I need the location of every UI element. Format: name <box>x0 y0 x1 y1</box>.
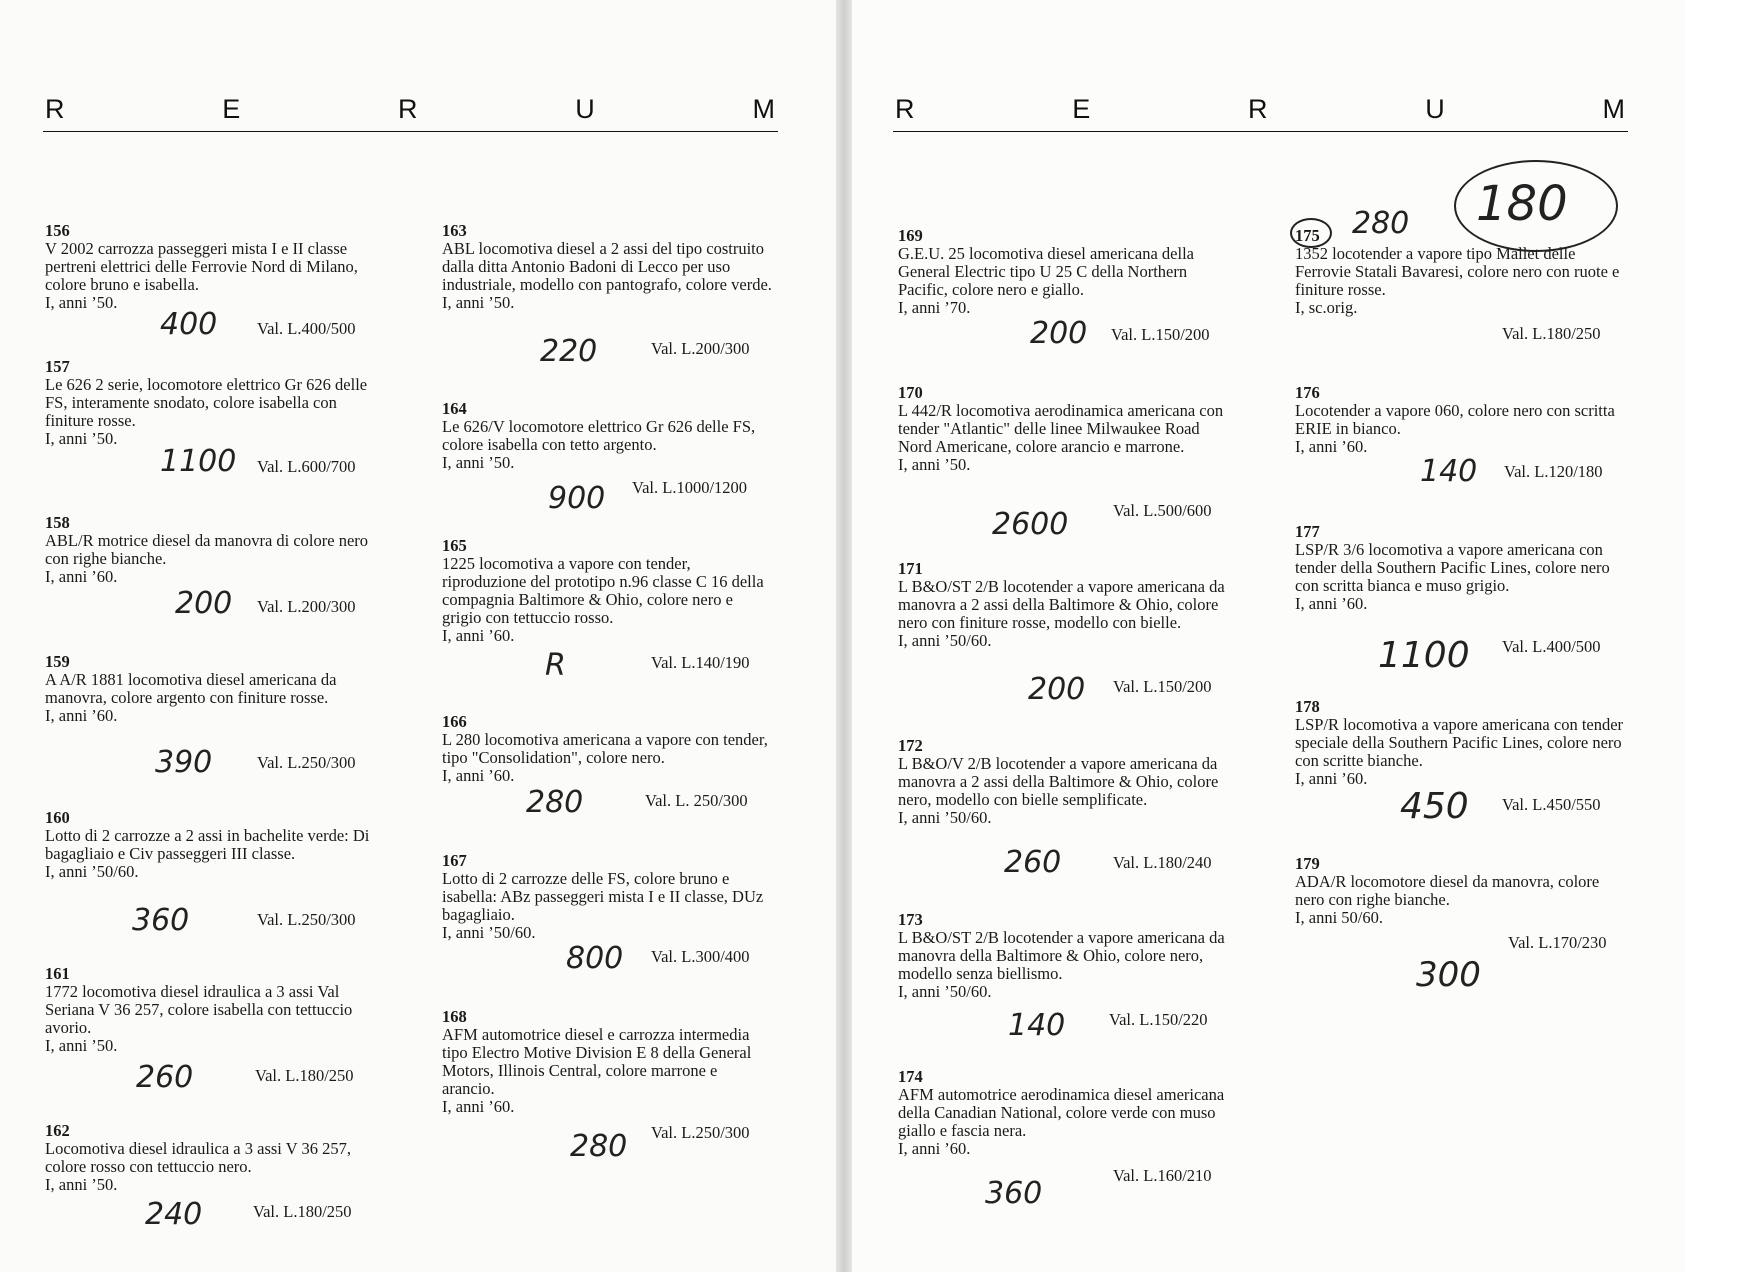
lot-number: 171 <box>898 559 923 578</box>
lot-valuation: Val. L.450/550 <box>1502 795 1601 814</box>
lot-158 <box>45 514 377 586</box>
header-letter: U <box>1425 94 1445 124</box>
lot-valuation: Val. L.150/200 <box>1111 325 1210 344</box>
lot-meta: I, anni ’50/60. <box>898 808 992 827</box>
handwritten-price: 280 <box>1352 206 1410 241</box>
header-letter: U <box>575 94 595 124</box>
lot-159 <box>45 653 377 725</box>
lot-meta: I, sc.orig. <box>1295 298 1358 317</box>
handwritten-price: 220 <box>540 334 598 369</box>
header-letter: R <box>1247 94 1268 124</box>
lot-number: 163 <box>442 221 467 240</box>
handwritten-price: 800 <box>566 941 624 976</box>
lot-description: L 442/R locomotiva aerodinamica americana con tender "Atlantic" delle linee Milwaukee Road Nord Americane, colore arancio e marrone. <box>898 401 1224 456</box>
lot-description: L B&O/ST 2/B locotender a vapore americana da manovra a 2 assi della Baltimore & Ohio, colore nero con finiture rosse, modello con bielle. <box>898 577 1225 632</box>
book-spine <box>836 0 852 1272</box>
lot-meta: I, anni ’60. <box>1295 437 1368 456</box>
lot-valuation: Val. L.180/250 <box>253 1202 352 1221</box>
lot-meta: I, anni ’50. <box>45 1175 118 1194</box>
lot-number: 156 <box>45 221 70 240</box>
lot-meta: I, anni ’50/60. <box>898 631 992 650</box>
lot-meta: I, anni ’50/60. <box>898 982 992 1001</box>
lot-161 <box>45 965 377 1055</box>
lot-valuation: Val. L.600/700 <box>257 457 356 476</box>
lot-number: 168 <box>442 1007 467 1026</box>
right-header-rule <box>893 131 1628 132</box>
lot-meta: I, anni ’70. <box>898 298 971 317</box>
left-page-header <box>45 94 775 125</box>
lot-description: LSP/R locomotiva a vapore americana con tender speciale della Southern Pacific Lines, colore nero con scritte bianche. <box>1295 715 1624 770</box>
lot-description: ADA/R locomotore diesel da manovra, colore nero con righe bianche. <box>1295 872 1600 909</box>
lot-162 <box>45 1122 377 1194</box>
handwritten-price: 280 <box>570 1129 628 1164</box>
lot-168 <box>442 1008 774 1116</box>
lot-meta: I, anni ’60. <box>898 1139 971 1158</box>
handwritten-price: 2600 <box>992 507 1069 542</box>
lot-number: 176 <box>1295 383 1320 402</box>
lot-number: 169 <box>898 226 923 245</box>
lot-174 <box>898 1068 1233 1158</box>
lot-valuation: Val. L.200/300 <box>257 597 356 616</box>
handwritten-price: 1100 <box>1378 635 1470 676</box>
handwritten-price: 300 <box>1416 955 1481 995</box>
lot-description: LSP/R 3/6 locomotiva a vapore americana con tender della Southern Pacific Lines, colore nero con scritta bianca e muso grigio. <box>1295 540 1610 595</box>
header-letter: R <box>895 94 915 124</box>
lot-179 <box>1295 855 1630 927</box>
lot-valuation: Val. L.140/190 <box>651 653 750 672</box>
lot-173 <box>898 911 1233 1001</box>
lot-description: G.E.U. 25 locomotiva diesel americana della General Electric tipo U 25 C della Northern Pacific, colore nero e giallo. <box>898 244 1194 299</box>
lot-description: AFM automotrice diesel e carrozza intermedia tipo Electro Motive Division E 8 della General Motors, Illinois Central, colore marrone e arancio. <box>442 1025 752 1098</box>
lot-meta: I, anni ’50. <box>442 453 515 472</box>
lot-description: Lotto di 2 carrozze a 2 assi in bachelite verde: Di bagagliaio e Civ passeggeri III classe. <box>45 826 370 863</box>
lot-valuation: Val. L.120/180 <box>1504 462 1603 481</box>
handwritten-price: 200 <box>175 586 233 621</box>
lot-number: 175 <box>1295 226 1320 245</box>
header-letter: M <box>752 94 775 124</box>
lot-valuation: Val. L.200/300 <box>651 339 750 358</box>
lot-number: 162 <box>45 1121 70 1140</box>
lot-156 <box>45 222 377 312</box>
lot-meta: I, anni ’60. <box>442 766 515 785</box>
lot-170 <box>898 384 1233 474</box>
lot-meta: I, anni ’50. <box>442 293 515 312</box>
lot-valuation: Val. L.150/200 <box>1113 677 1212 696</box>
lot-176 <box>1295 384 1630 456</box>
lot-meta: I, anni ’50. <box>45 1036 118 1055</box>
lot-157 <box>45 358 377 448</box>
lot-165 <box>442 537 774 645</box>
lot-description: V 2002 carrozza passeggeri mista I e II classe pertreni elettrici delle Ferrovie Nord di Milano, colore bruno e isabella. <box>45 239 358 294</box>
handwritten-price: 260 <box>136 1060 194 1095</box>
lot-meta: I, anni ’50/60. <box>442 923 536 942</box>
handwritten-price: 240 <box>145 1197 203 1232</box>
lot-meta: I, anni ’60. <box>1295 769 1368 788</box>
lot-valuation: Val. L.500/600 <box>1113 501 1212 520</box>
lot-167 <box>442 852 774 942</box>
lot-valuation: Val. L.250/300 <box>257 753 356 772</box>
lot-valuation: Val. L.250/300 <box>257 910 356 929</box>
lot-meta: I, anni ’50/60. <box>45 862 139 881</box>
lot-meta: I, anni ’50. <box>898 455 971 474</box>
lot-number: 179 <box>1295 854 1320 873</box>
lot-number: 174 <box>898 1067 923 1086</box>
lot-description: L 280 locomotiva americana a vapore con tender, tipo "Consolidation", colore nero. <box>442 730 768 767</box>
handwritten-price: 200 <box>1028 672 1086 707</box>
lot-description: 1225 locomotiva a vapore con tender, riproduzione del prototipo n.96 classe C 16 della compagnia Baltimore & Ohio, colore nero e grigio con tettuccio rosso. <box>442 554 764 627</box>
lot-description: A A/R 1881 locomotiva diesel americana da manovra, colore argento con finiture rosse. <box>45 670 337 707</box>
handwritten-price: R <box>545 648 566 683</box>
lot-description: 1772 locomotiva diesel idraulica a 3 assi Val Seriana V 36 257, colore isabella con tettuccio avorio. <box>45 982 353 1037</box>
lot-meta: I, anni 50/60. <box>1295 908 1383 927</box>
header-letter: R <box>45 94 65 124</box>
handwritten-price: 140 <box>1420 454 1478 489</box>
lot-number: 167 <box>442 851 467 870</box>
handwritten-final-price: 180 <box>1476 176 1568 232</box>
lot-160 <box>45 809 377 881</box>
lot-number: 165 <box>442 536 467 555</box>
lot-description: L B&O/V 2/B locotender a vapore americana da manovra a 2 assi della Baltimore & Ohio, colore nero, modello con bielle semplificate. <box>898 754 1219 809</box>
header-letter: R <box>397 94 418 124</box>
lot-meta: I, anni ’60. <box>442 626 515 645</box>
lot-description: Lotto di 2 carrozze delle FS, colore bruno e isabella: ABz passeggeri mista I e II classe, DUz bagagliaio. <box>442 869 764 924</box>
lot-meta: I, anni ’60. <box>1295 594 1368 613</box>
lot-valuation: Val. L.250/300 <box>651 1123 750 1142</box>
lot-description: ABL locomotiva diesel a 2 assi del tipo costruito dalla ditta Antonio Badoni di Lecco per uso industriale, modello con pantografo, colore verde. <box>442 239 772 294</box>
lot-164 <box>442 400 774 472</box>
lot-valuation: Val. L. 250/300 <box>645 791 748 810</box>
handwritten-price: 140 <box>1008 1008 1066 1043</box>
handwritten-price: 400 <box>160 307 218 342</box>
lot-number: 157 <box>45 357 70 376</box>
lot-meta: I, anni ’60. <box>45 706 118 725</box>
lot-163 <box>442 222 774 312</box>
handwritten-price: 390 <box>155 745 213 780</box>
lot-178 <box>1295 698 1630 788</box>
lot-valuation: Val. L.180/250 <box>1502 324 1601 343</box>
lot-number: 166 <box>442 712 467 731</box>
lot-description: Locotender a vapore 060, colore nero con scritta ERIE in bianco. <box>1295 401 1615 438</box>
lot-description: AFM automotrice aerodinamica diesel americana della Canadian National, colore verde con muso giallo e fascia nera. <box>898 1085 1225 1140</box>
lot-valuation: Val. L.180/240 <box>1113 853 1212 872</box>
lot-description: 1352 locotender a vapore tipo Mallet delle Ferrovie Statali Bavaresi, colore nero con ruote e finiture rosse. <box>1295 244 1620 299</box>
handwritten-price: 260 <box>1004 845 1062 880</box>
lot-number: 161 <box>45 964 70 983</box>
lot-number: 177 <box>1295 522 1320 541</box>
lot-meta: I, anni ’50. <box>45 293 118 312</box>
lot-valuation: Val. L.400/500 <box>1502 637 1601 656</box>
lot-valuation: Val. L.1000/1200 <box>632 478 748 497</box>
handwritten-price: 1100 <box>160 444 237 479</box>
lot-meta: I, anni ’60. <box>442 1097 515 1116</box>
lot-valuation: Val. L.300/400 <box>651 947 750 966</box>
lot-description: ABL/R motrice diesel da manovra di colore nero con righe bianche. <box>45 531 369 568</box>
lot-valuation: Val. L.400/500 <box>257 319 356 338</box>
lot-166 <box>442 713 774 785</box>
lot-valuation: Val. L.180/250 <box>255 1066 354 1085</box>
handwritten-price: 360 <box>985 1176 1043 1211</box>
lot-171 <box>898 560 1233 650</box>
lot-number: 158 <box>45 513 70 532</box>
lot-number: 172 <box>898 736 923 755</box>
lot-meta: I, anni ’60. <box>45 567 118 586</box>
handwritten-price: 280 <box>526 785 584 820</box>
lot-valuation: Val. L.150/220 <box>1109 1010 1208 1029</box>
lot-number: 173 <box>898 910 923 929</box>
lot-description: L B&O/ST 2/B locotender a vapore americana da manovra della Baltimore & Ohio, colore nero, modello senza biellismo. <box>898 928 1225 983</box>
lot-number: 160 <box>45 808 70 827</box>
handwritten-price: 450 <box>1400 786 1469 827</box>
header-letter: E <box>1072 94 1091 124</box>
lot-meta: I, anni ’50. <box>45 429 118 448</box>
header-letter: M <box>1602 94 1625 124</box>
lot-valuation: Val. L.160/210 <box>1113 1166 1212 1185</box>
lot-172 <box>898 737 1233 827</box>
lot-description: Le 626 2 serie, locomotore elettrico Gr 626 delle FS, interamente snodato, colore isabella con finiture rosse. <box>45 375 368 430</box>
lot-number: 170 <box>898 383 923 402</box>
header-letter: E <box>222 94 241 124</box>
lot-169 <box>898 227 1233 317</box>
lot-177 <box>1295 523 1630 613</box>
lot-number: 164 <box>442 399 467 418</box>
lot-number: 178 <box>1295 697 1320 716</box>
lot-number: 159 <box>45 652 70 671</box>
handwritten-price: 900 <box>548 481 606 516</box>
handwritten-price: 200 <box>1030 316 1088 351</box>
handwritten-price: 360 <box>132 903 190 938</box>
lot-description: Locomotiva diesel idraulica a 3 assi V 36 257, colore rosso con tettuccio nero. <box>45 1139 351 1176</box>
right-page-header <box>895 94 1625 125</box>
lot-valuation: Val. L.170/230 <box>1508 933 1607 952</box>
lot-description: Le 626/V locomotore elettrico Gr 626 delle FS, colore isabella con tetto argento. <box>442 417 756 454</box>
left-header-rule <box>43 131 778 132</box>
